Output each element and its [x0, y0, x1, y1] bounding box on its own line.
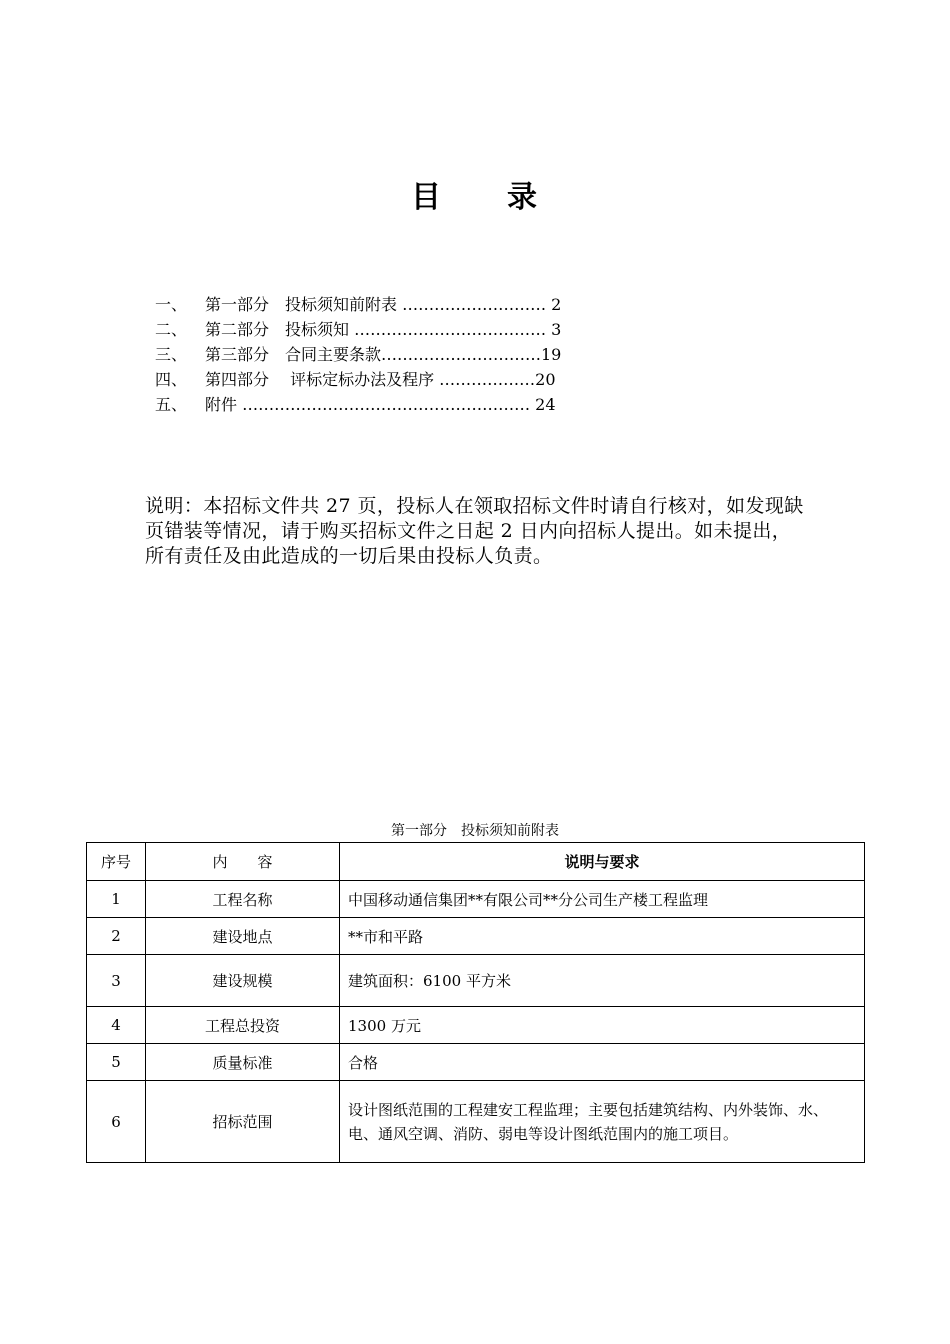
column-header-number: 序号	[87, 843, 146, 881]
document-note: 说明：本招标文件共 27 页，投标人在领取招标文件时请自行核对，如发现缺页错装等情况，请于购买招标文件之日起 2 日内向招标人提出。如未提出，所有责任及由此造成的一切后果由投标人负责。	[145, 495, 804, 567]
toc-item-number: 四、	[155, 370, 188, 389]
row-number: 4	[87, 1007, 146, 1044]
row-description: 设计图纸范围的工程建安工程监理；主要包括建筑结构、内外装饰、水、电、通风空调、消防、弱电等设计图纸范围内的施工项目。	[340, 1081, 865, 1163]
toc-item-text: 第一部分 投标须知前附表 ……………………… 2	[205, 295, 562, 314]
table-row	[87, 1081, 865, 1163]
row-description: 建筑面积：6100 平方米	[340, 955, 865, 1007]
row-number: 6	[87, 1081, 146, 1163]
toc-item[interactable]	[155, 317, 635, 342]
toc-item[interactable]	[155, 367, 635, 392]
table-header-row	[87, 843, 865, 881]
row-description: 1300 万元	[340, 1007, 865, 1044]
table-caption: 第一部分 投标须知前附表	[391, 823, 559, 839]
column-header-content: 内 容	[146, 843, 340, 881]
table-of-contents	[155, 292, 635, 417]
table-row	[87, 1007, 865, 1044]
page-title: 目 录	[411, 180, 539, 215]
row-number: 2	[87, 918, 146, 955]
toc-item-text: 附件 ……………………………………………… 24	[205, 395, 556, 414]
column-header-requirements: 说明与要求	[340, 843, 865, 881]
table-row	[87, 918, 865, 955]
requirements-table	[86, 842, 865, 1163]
toc-item-number: 二、	[155, 320, 188, 339]
row-description: **市和平路	[340, 918, 865, 955]
row-description: 合格	[340, 1044, 865, 1081]
row-number: 1	[87, 881, 146, 918]
toc-item-number: 一、	[155, 295, 188, 314]
row-item: 建设规模	[146, 955, 340, 1007]
row-item: 工程总投资	[146, 1007, 340, 1044]
toc-item-text: 第二部分 投标须知 ……………………………… 3	[205, 320, 562, 339]
toc-item[interactable]	[155, 292, 635, 317]
toc-item-number: 三、	[155, 345, 188, 364]
row-item: 质量标准	[146, 1044, 340, 1081]
row-item: 建设地点	[146, 918, 340, 955]
row-item: 招标范围	[146, 1081, 340, 1163]
toc-item-number: 五、	[155, 395, 188, 414]
table-row	[87, 1044, 865, 1081]
row-description: 中国移动通信集团**有限公司**分公司生产楼工程监理	[340, 881, 865, 918]
toc-item[interactable]	[155, 392, 635, 417]
table-row	[87, 955, 865, 1007]
row-item: 工程名称	[146, 881, 340, 918]
toc-item-text: 第四部分 评标定标办法及程序 ………………20	[205, 370, 556, 389]
row-number: 5	[87, 1044, 146, 1081]
row-number: 3	[87, 955, 146, 1007]
toc-item-text: 第三部分 合同主要条款…………………………19	[205, 345, 562, 364]
table-row	[87, 881, 865, 918]
toc-item[interactable]	[155, 342, 635, 367]
